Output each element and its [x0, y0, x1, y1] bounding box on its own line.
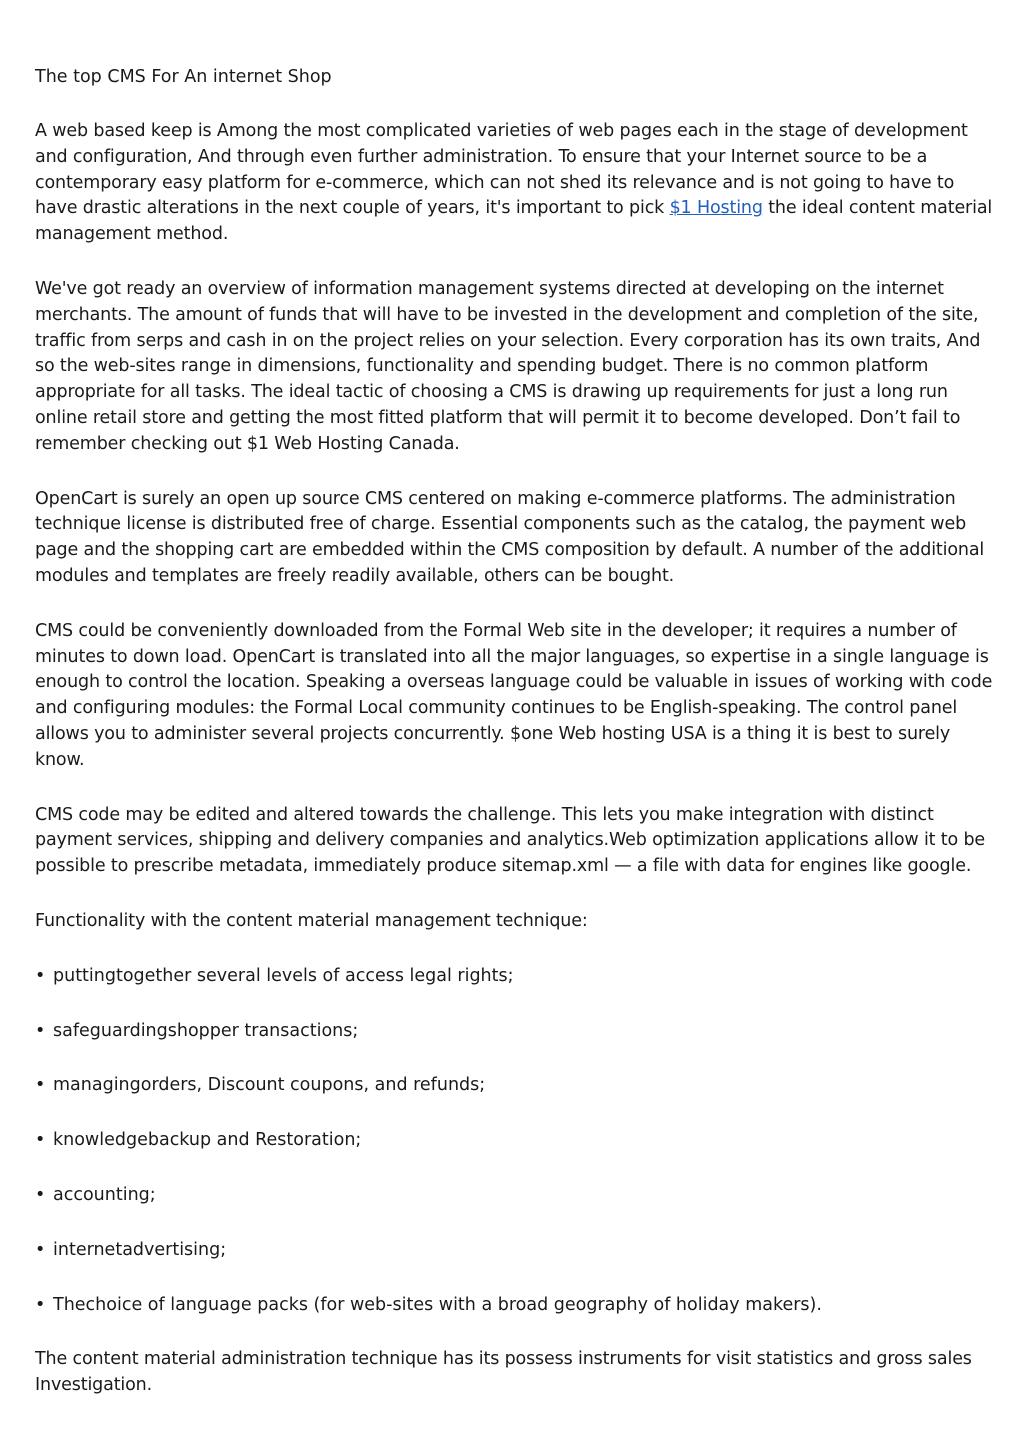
list-item-text: puttingtogether several levels of access legal rights;	[53, 965, 514, 986]
bullet-icon: •	[35, 1130, 46, 1151]
paragraph-opencart: OpenCart is surely an open up source CMS centered on making e-commerce platforms. The administration technique license is distributed free of charge. Essential components such as the catalog, the payment web page and the shopping cart are embedded within the CMS composition by default. A number of the additional modules and templates are freely readily available, others can be bought.	[35, 488, 985, 586]
list-item	[35, 1128, 995, 1154]
list-item	[35, 1183, 995, 1209]
list-item	[35, 1073, 995, 1099]
bullet-icon: •	[35, 965, 46, 986]
paragraph-code: CMS code may be edited and altered towards the challenge. This lets you make integration with distinct payment services, shipping and delivery companies and analytics.Web optimization applications allow it to be possible to prescribe metadata, immediately produce sitemap.xml — a file with data for engines like google.	[35, 804, 986, 877]
bullet-icon: •	[35, 1075, 46, 1096]
hosting-link[interactable]: $1 Hosting	[669, 198, 763, 219]
list-item-text: managingorders, Discount coupons, and refunds;	[53, 1075, 486, 1096]
paragraph-download: CMS could be conveniently downloaded from the Formal Web site in the developer; it requires a number of minutes to down load. OpenCart is translated into all the major languages, so expertise in a single language is enough to control the location. Speaking a overseas language could be valuable in issues of working with code and configuring modules: the Formal Local community continues to be English-speaking. The control panel allows you to administer several projects concurrently. $one Web hosting USA is a thing it is best to surely know.	[35, 620, 993, 770]
paragraph-overview: We've got ready an overview of information management systems directed at developing on the internet merchants. The amount of funds that will have to be invested in the development and completion of the site, traffic from serps and cash in on the project relies on your selection. Every corporation has its own traits, And so the web-sites range in dimensions, functionality and spending budget. There is no common platform appropriate for all tasks. The ideal tactic of choosing a CMS is drawing up requirements for just a long run online retail store and getting the most fitted platform that will permit it to become developed. Don’t fail to remember checking out $1 Web Hosting Canada.	[35, 278, 981, 454]
bullet-icon: •	[35, 1020, 46, 1041]
paragraph-intro-text-before: A web based keep is Among the most complicated varieties of web pages each in the stage of development and configuration, And through even further administration. To ensure that your Internet source to be a contemporary easy platform for e-commerce, which can not shed its relevance and is not going to have to have drastic alterations in the next couple of years, it's important to pick	[35, 121, 968, 219]
list-item	[35, 964, 995, 990]
list-item	[35, 1238, 995, 1264]
list-item	[35, 1293, 995, 1319]
document-body	[35, 64, 995, 1428]
bullet-icon: •	[35, 1239, 46, 1260]
list-item-text: knowledgebackup and Restoration;	[53, 1130, 362, 1151]
bullet-icon: •	[35, 1294, 46, 1315]
list-item-text: accounting;	[53, 1184, 156, 1205]
paragraph-intro-text-after: the ideal content material management method.	[35, 198, 993, 245]
document-title: The top CMS For An internet Shop	[35, 67, 332, 87]
bullet-icon: •	[35, 1184, 46, 1205]
list-item-text: internetadvertising;	[53, 1239, 227, 1260]
list-intro: Functionality with the content material management technique:	[35, 910, 588, 931]
list-item-text: Thechoice of language packs (for web-sites with a broad geography of holiday makers).	[53, 1294, 822, 1315]
list-item	[35, 1019, 995, 1045]
paragraph-closing: The content material administration technique has its possess instruments for visit statistics and gross sales Investigation.	[35, 1349, 972, 1396]
paragraph-intro	[35, 119, 995, 248]
list-item-text: safeguardingshopper transactions;	[53, 1020, 359, 1041]
